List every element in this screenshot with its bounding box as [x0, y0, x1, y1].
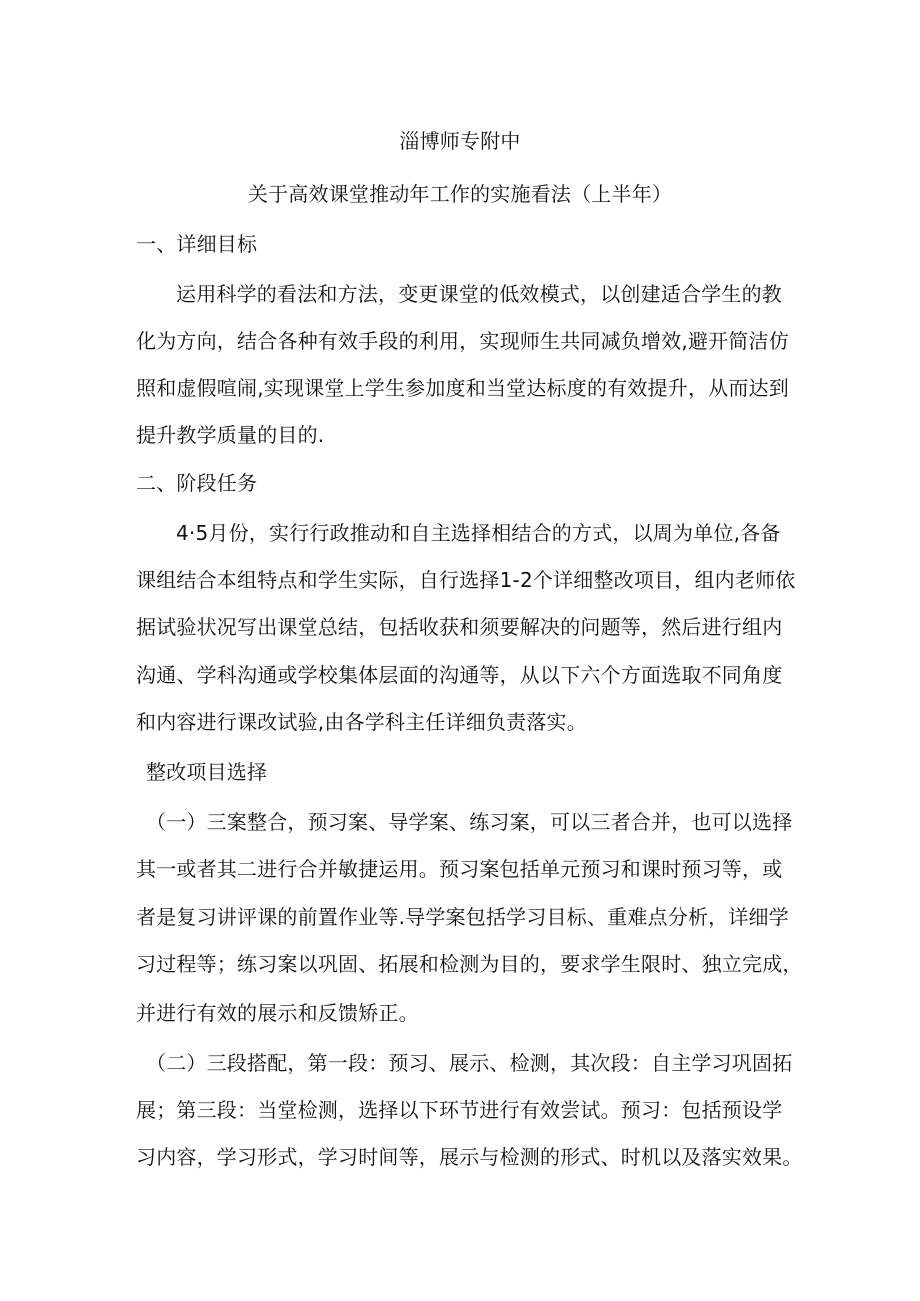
paragraph-line: 沟通、学科沟通或学校集体层面的沟通等，从以下六个方面选取不同角度 — [136, 663, 783, 687]
paragraph-line: 运用科学的看法和方法，变更课堂的低效模式，以创建适合学生的教 — [176, 282, 782, 306]
paragraph-line: 照和虚假喧闹,实现课堂上学生参加度和当堂达标度的有效提升，从而达到 — [136, 376, 789, 400]
project-item-line: 习过程等；练习案以巩固、拓展和检测为目的，要求学生限时、独立完成， — [136, 952, 803, 976]
project-item-line: （二）三段搭配，第一段：预习、展示、检测，其次段：自主学习巩固拓 — [146, 1051, 793, 1075]
paragraph-line: 提升教学质量的目的. — [136, 423, 325, 447]
paragraph-line: 课组结合本组特点和学生实际，自行选择1-2个详细整改项目，组内老师依 — [136, 568, 796, 592]
paragraph-line: 4·5月份，实行行政推动和自主选择相结合的方式，以周为单位,各备 — [176, 521, 781, 545]
projects-heading: 整改项目选择 — [146, 760, 268, 784]
project-item-line: 其一或者其二进行合并敏捷运用。预习案包括单元预习和课时预习等，或 — [136, 857, 783, 881]
document-title: 关于高效课堂推动年工作的实施看法（上半年） — [247, 182, 673, 206]
paragraph-line: 和内容进行课改试验,由各学科主任详细负责落实。 — [136, 710, 587, 734]
section-heading-tasks: 二、阶段任务 — [136, 471, 258, 495]
paragraph-line: 化为方向，结合各种有效手段的利用，实现师生共同减负增效,避开简洁仿 — [136, 329, 789, 353]
project-item-line: 习内容，学习形式，学习时间等，展示与检测的形式、时机以及落实效果。 — [136, 1145, 803, 1169]
section-heading-goals: 一、详细目标 — [136, 232, 258, 256]
project-item-line: 展；第三段：当堂检测，选择以下环节进行有效尝试。预习：包括预设学 — [136, 1098, 783, 1122]
project-item-line: 并进行有效的展示和反馈矫正。 — [136, 1001, 419, 1025]
school-name: 淄博师专附中 — [399, 129, 521, 153]
project-item-line: （一）三案整合，预习案、导学案、练习案，可以三者合并，也可以选择 — [146, 810, 793, 834]
project-item-line: 者是复习讲评课的前置作业等.导学案包括学习目标、重难点分析，详细学 — [136, 905, 789, 929]
paragraph-line: 据试验状况写出课堂总结，包括收获和须要解决的问题等，然后进行组内 — [136, 615, 783, 639]
